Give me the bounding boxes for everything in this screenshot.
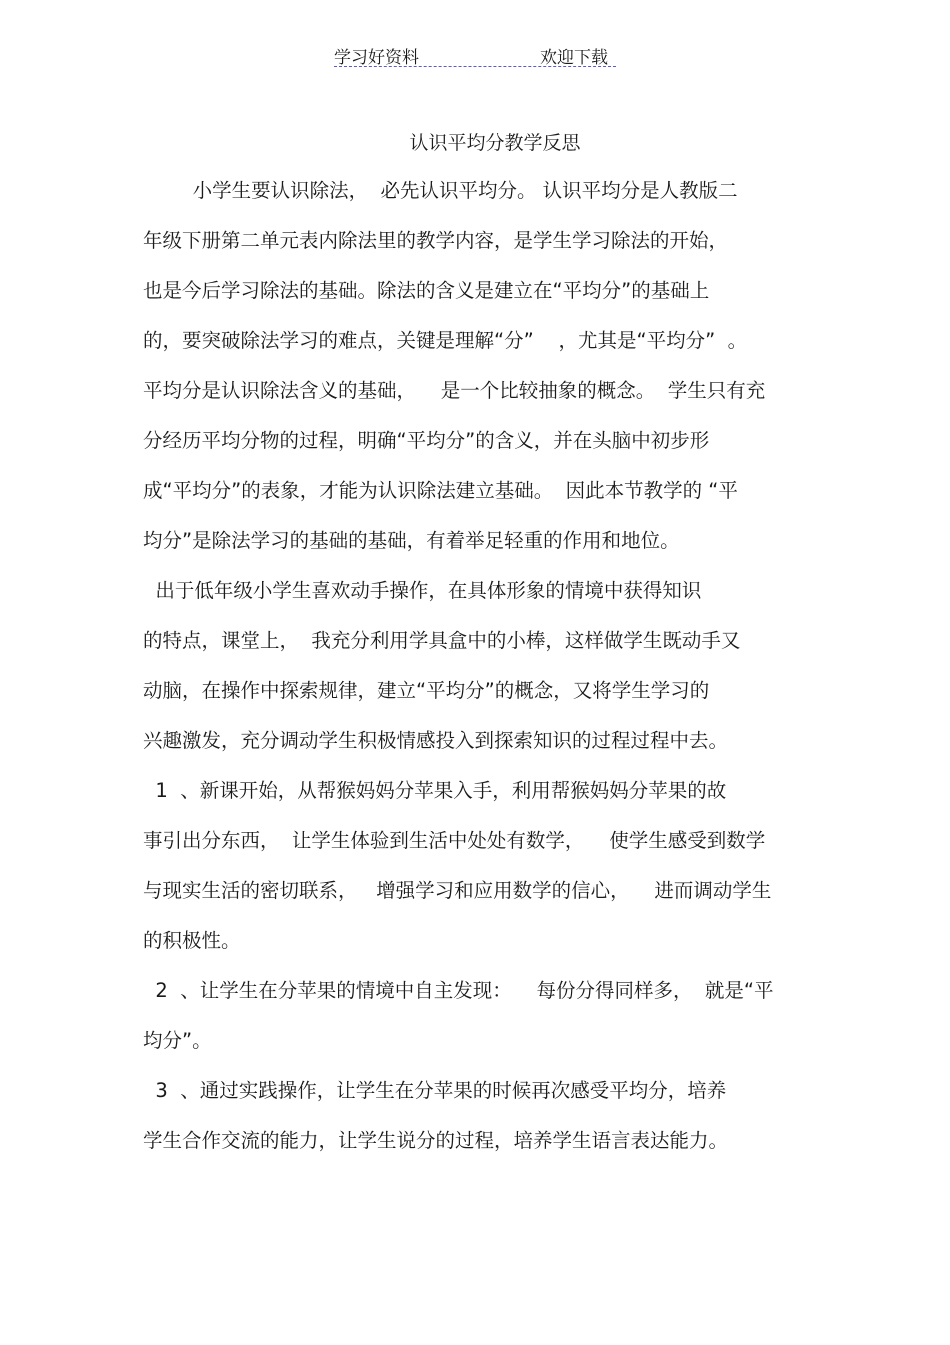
body-line: 均分”是除法学习的基础的基础，有着举足轻重的作用和地位。: [143, 529, 680, 552]
body-line: 也是今后学习除法的基础。除法的含义是建立在“平均分”的基础上: [143, 279, 710, 302]
body-line: 2 、让学生在分苹果的情境中自主发现： 每份分得同样多， 就是“平: [143, 979, 774, 1002]
body-line: 与现实生活的密切联系， 增强学习和应用数学的信心， 进而调动学生: [143, 879, 772, 902]
page-header: [334, 42, 616, 67]
body-line: 动脑，在操作中探索规律，建立“平均分”的概念，又将学生学习的: [143, 679, 710, 702]
body-line: 3 、通过实践操作，让学生在分苹果的时候再次感受平均分，培养: [143, 1079, 727, 1102]
body-line: 的特点，课堂上， 我充分利用学具盒中的小棒，这样做学生既动手又: [143, 629, 741, 652]
body-line: 均分”。: [143, 1029, 212, 1052]
body-line: 学生合作交流的能力，让学生说分的过程，培养学生语言表达能力。: [143, 1129, 729, 1152]
body-line: 出于低年级小学生喜欢动手操作，在具体形象的情境中获得知识: [143, 579, 702, 602]
body-line: 的，要突破除法学习的难点，关键是理解“分” ，尤其是“平均分” 。: [143, 329, 748, 352]
body-line: 平均分是认识除法含义的基础， 是一个比较抽象的概念。 学生只有充: [143, 379, 766, 402]
body-line: 分经历平均分物的过程，明确“平均分”的含义，并在头脑中初步形: [143, 429, 710, 452]
header-right-text: 欢迎下载: [540, 48, 608, 68]
body-line: 1 、新课开始，从帮猴妈妈分苹果入手，利用帮猴妈妈分苹果的故: [143, 779, 727, 802]
document-title: 认识平均分教学反思: [409, 132, 581, 154]
body-line: 兴趣激发，充分调动学生积极情感投入到探索知识的过程过程中去。: [143, 729, 729, 752]
body-line: 成“平均分”的表象，才能为认识除法建立基础。 因此本节教学的 “平: [143, 479, 738, 502]
body-line: 年级下册第二单元表内除法里的教学内容，是学生学习除法的开始，: [143, 229, 729, 252]
body-line: 的积极性。: [143, 929, 241, 952]
header-left-text: 学习好资料: [334, 48, 419, 68]
body-line: 小学生要认识除法， 必先认识平均分。 认识平均分是人教版二: [143, 179, 738, 202]
body-line: 事引出分东西， 让学生体验到生活中处处有数学， 使学生感受到数学: [143, 829, 766, 852]
